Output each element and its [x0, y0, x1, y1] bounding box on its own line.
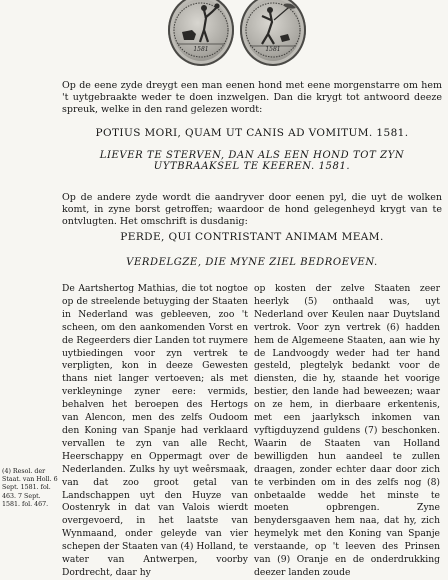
first-latin-motto: POTIUS MORI, QUAM UT CANIS AD VOMITUM. 1581. [95, 127, 409, 139]
intro-paragraph: Op de eene zyde dreygt een man eenen hond met eene morgenstarre om hem 't uytgebraakte weder te doen inzwelgen. Dan die krygt tot antwoord deeze spreuk, welke in den rand gelezen wordt: [62, 80, 442, 115]
second-dutch-motto: VERDELGZE, DIE MYNE ZIEL BEDROEVEN. [126, 257, 378, 268]
body-left-column: De Aartshertog Mathias, die tot nogtoe op de streelende betuyging der Staaten in Nederland was gebleeven, zoo 't scheen, om den aankomenden Vorst en de Regeerders dier Landen tot ruymere uytbiedingen voor zyn vertrek te verpligten, kon in deeze Gewesten thans niet langer vertoeven; als met verkleyninge zyner eere: vermids, behalven het beroepen des Hertogs van Alencon, men des zelfs Oudoom den Koning van Spanje had verklaard vervallen te zyn van alle Recht, Heerschappy en Oppermagt over de Nederlanden. Zulks hy uyt weêrsmaak, van dat zoo groot getal van Landschappen uyt den Huyze van Oostenryk in dat van Valois wierdt overgevoerd, in het laatste van Wynmaand, onder geleyde van vier schepen der Staaten van (4) Holland, te water van Antwerpen, voorby Dordrecht, daar hy [62, 283, 249, 578]
obverse-medal-image [168, 0, 234, 66]
second-paragraph: Op de andere zyde wordt die aandryver door eenen pyl, die uyt de wolken komt, in zyne borst getroffen; waardoor de hond gelegenheyd krygt van te ontvlugten. Het omschrift is dusdanig: [62, 192, 442, 227]
marginal-citation: (4) Resol. der Staat. van Holl. 6 Sept. 1581. fol. 463. 7 Sept. 1581. fol. 467. [2, 468, 58, 508]
obverse-medal-year: 1581 [193, 46, 209, 53]
struck-man-engraving-icon [240, 0, 306, 66]
man-and-dog-engraving-icon [168, 0, 234, 66]
reverse-medal-image [240, 0, 306, 66]
medal-pair-image [168, 0, 308, 68]
body-right-column: op kosten der zelve Staaten zeer heerlyk (5) onthaald was, uyt Nederland over Keulen naar Duytsland vertrok. Voor zyn vertrek (6) hadden hem de Algemeene Staaten, aan wie hy de Landvoogdy weder had ter hand gesteld, plegtelyk bedankt voor de diensten, die hy, staande het voorige bestier, den lande had beweezen; waar on ze hem, in dierbaare erkentenis, met een jaarlyksch inkomen van vyftigduyzend guldens (7) beschonken. Waarin de Staaten van Holland bewilligden hun aandeel te zullen draagen, zonder echter daar door zich te verbinden om in des zelfs nog (8) onbetaalde wedde het minste te moeten opbrengen. Zyne benydersgaaven hem naa, dat hy, zich heymelyk met den Koning van Spanje verstaande, op 't leeven des Prinsen van (9) Oranje en de onderdrukking deezer landen zoude [254, 283, 440, 578]
second-latin-motto: PERDE, QUI CONTRISTANT ANIMAM MEAM. [120, 231, 384, 243]
first-dutch-motto: LIEVER TE STERVEN, DAN ALS EEN HOND TOT ZYN UYTBRAAKSEL TE KEEREN. 1581. [99, 150, 405, 172]
reverse-medal-year: 1581 [265, 46, 281, 53]
